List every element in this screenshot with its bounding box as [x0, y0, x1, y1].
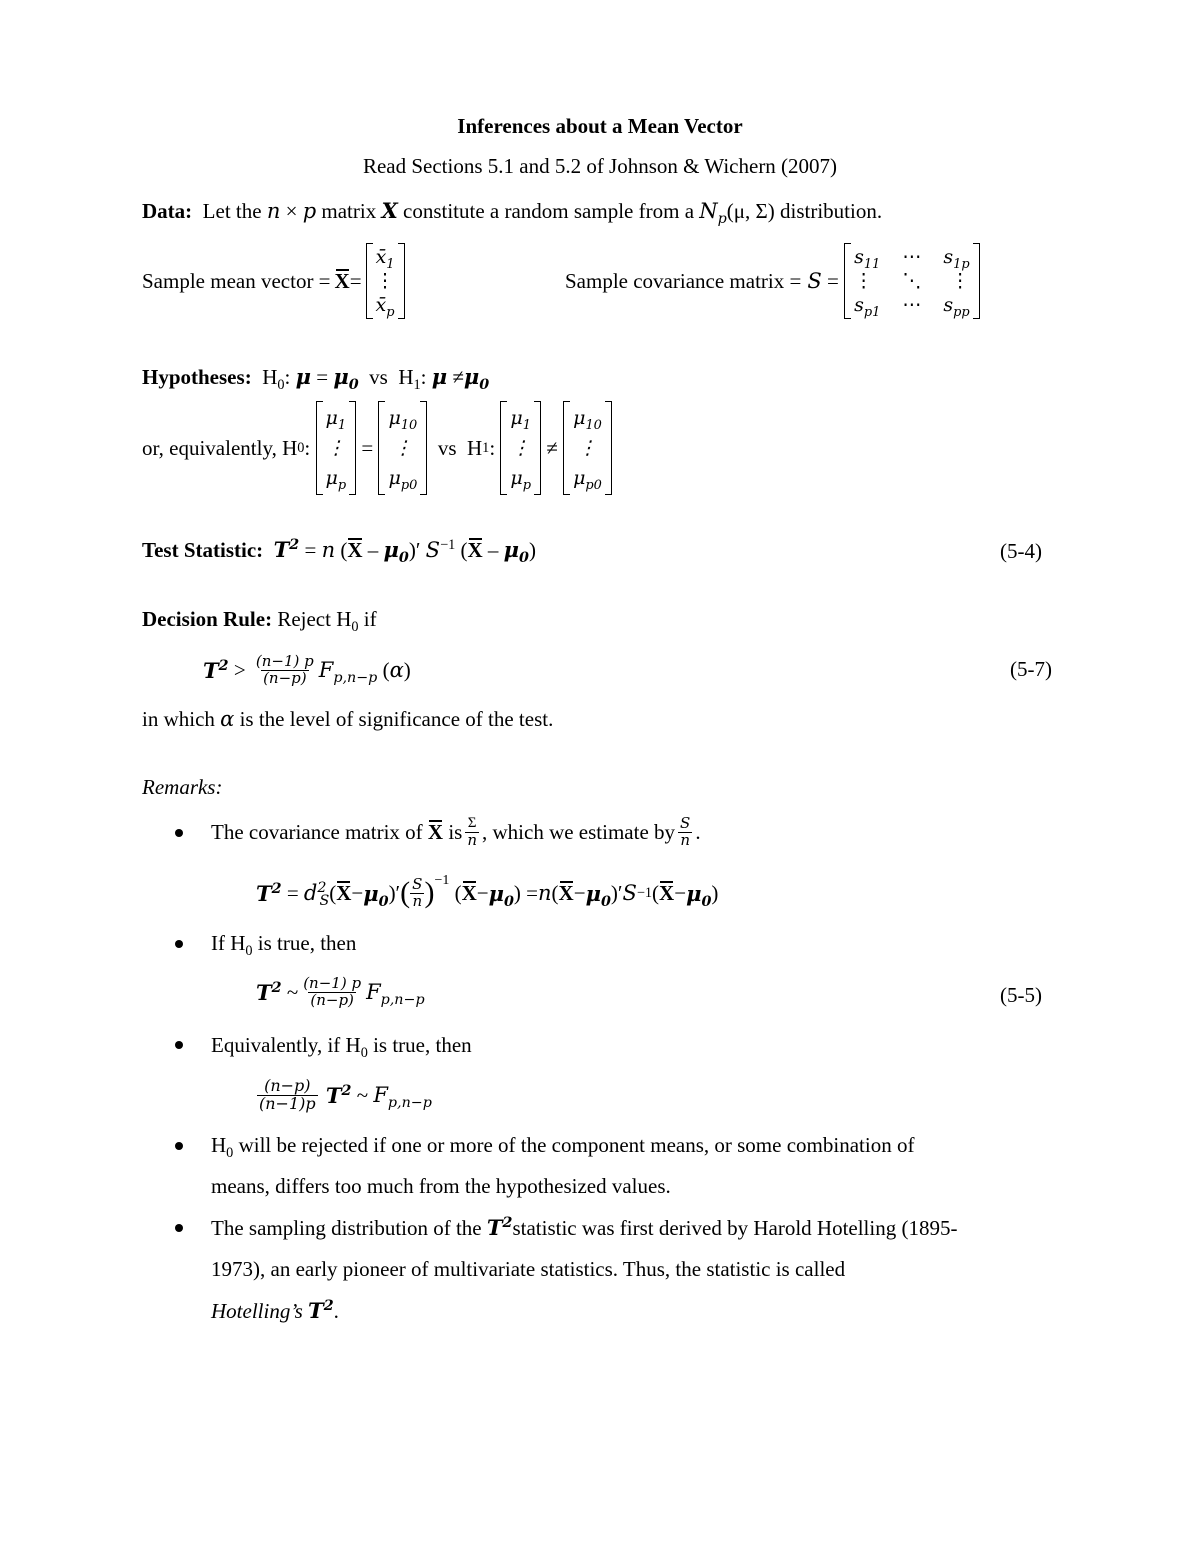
- alpha-description-text: is the level of significance of the test.: [239, 707, 554, 731]
- data-text-4: distribution.: [780, 199, 883, 223]
- remark-item: Hotelling’s $T^2$.: [211, 1298, 339, 1323]
- hypotheses-label: Hypotheses: [142, 365, 245, 389]
- remark-text: The sampling distribution of the: [211, 1216, 482, 1240]
- remark-text: If H: [211, 931, 246, 955]
- remark-text: will be rejected if one or more of the component means, or some combination of: [238, 1133, 915, 1157]
- remark-item: Equivalently, if $H_0$ is true, then: [211, 1033, 472, 1062]
- remark-text: 1973), an early pioneer of multivariate statistics. Thus, the statistic is called: [211, 1257, 846, 1281]
- equation-number: (5-7): [1010, 657, 1052, 681]
- cov-cell: $s_{11}$: [854, 246, 881, 272]
- sample-mean-vector: Sample mean vector = X = $x̄_1$ ⋮ $x̄_p$: [142, 243, 405, 319]
- sample-covariance-matrix: Sample covariance matrix = S = $s_{11}$ ⋯ $s_{1p}$ ⋮ ⋱ ⋮ $s_{p1}$ ⋯ $s_{pp}$: [565, 243, 980, 319]
- bullet-icon: [175, 1041, 183, 1049]
- decision-rule: Decision Rule: Reject $H_0$ if: [142, 607, 377, 636]
- bullet-icon: [175, 1224, 183, 1232]
- remark-text: is true, then: [257, 931, 357, 955]
- hypotheses-line: Hypotheses: $H_0$: $\mu = \mu_0$ vs $H_1$: $\mu \ne\mu_0$: [142, 364, 490, 394]
- remark-text: , which we estimate by: [482, 819, 676, 844]
- data-text-1: Let the: [202, 199, 262, 223]
- remark-item: $H_0$ will be rejected if one or more of the component means, or some combination of: [211, 1133, 915, 1162]
- remark-text: is true, then: [373, 1033, 472, 1057]
- decision-rule-label: Decision Rule: [142, 607, 266, 631]
- bullet-icon: [175, 940, 183, 948]
- cov-cell: $s_{pp}$: [943, 294, 970, 320]
- remark-text: The covariance matrix of: [211, 819, 423, 844]
- remarks-heading: Remarks:: [142, 775, 223, 799]
- page-title: Inferences about a Mean Vector: [457, 114, 743, 138]
- vs-text: vs: [369, 365, 388, 389]
- cov-cell: ⋱: [902, 270, 922, 292]
- t2-identity-formula: $T^2$ = $d^2_S$ ( X − $\mu_0$ )′ ( $\frac{S}{n}$ ) $^{-1}$ ( X − $\mu_0$ ) = n ( X − $\mu_0$ )′ S −1 ( X − $\mu_0$ ): [256, 873, 719, 910]
- test-statistic-label: Test Statistic: [142, 538, 257, 562]
- cov-cell: ⋮: [854, 270, 874, 292]
- decision-rule-formula: $T^2$ > $\frac{(n-1) p}{(n-p)}$ $F_{p,n-p}$ ( α ): [203, 651, 411, 687]
- decision-rule-text: Reject H: [277, 607, 352, 631]
- equiv-text: or, equivalently,: [142, 435, 277, 460]
- data-text-2: matrix: [321, 199, 377, 223]
- remark-text: is: [448, 819, 463, 844]
- page-subtitle: Read Sections 5.1 and 5.2 of Johnson & Wichern (2007): [362, 154, 838, 178]
- cov-cell: ⋮: [950, 270, 970, 292]
- data-label: Data: [142, 199, 186, 223]
- bullet-icon: [175, 1142, 183, 1150]
- remark-item: The sampling distribution of the $T^2statistic$ was first derived by Harold Hotelling (1895-: [211, 1215, 958, 1240]
- bullet-icon: [175, 829, 183, 837]
- mean-cell: ⋮: [375, 270, 395, 292]
- data-statement: Data: Let the n × p matrix X constitute a random sample from a $N_p(\mu$, Σ) distribution.: [142, 198, 883, 228]
- remarks-label: Remarks: [142, 775, 216, 799]
- remark-text: statistic was first derived by Harold Hotelling (1895-: [512, 1216, 958, 1240]
- remark-item: The covariance matrix of X is $\frac{\Sigma}{n}$ , which we estimate by $\frac{S}{n}$ .: [211, 813, 701, 849]
- equivalent-hypotheses: or, equivalently, H 0 : $\mu_1$ ⋮ $\mu_p$ = $\mu_{10}$ ⋮ $\mu_{p0}$ vs H 1 : $\mu_1$ ⋮ $\mu_p$ ≠ $\mu_{10}$ ⋮ $\mu_{p0}$: [142, 402, 612, 494]
- remark-item: If $H_0$ is true, then: [211, 931, 357, 960]
- alpha-description: in which α is the level of significance of the test.: [142, 707, 554, 731]
- test-statistic: Test Statistic: $T^2 = n$ $(X - \mu_0)'$ $S^{-1}$ $(X - \mu_0)$: [142, 537, 536, 567]
- cov-cell: ⋯: [902, 246, 922, 268]
- equation-number: (5-4): [1000, 539, 1042, 563]
- mean-label: Sample mean vector =: [142, 268, 331, 293]
- mean-cell: $x̄_1$: [375, 246, 395, 272]
- vs-text: vs: [437, 435, 457, 460]
- t2-distribution-formula: $T^2$ ~ $\frac{(n-1) p}{(n-p)}$ $F_{p,n-p}$: [256, 973, 425, 1009]
- cov-cell: ⋯: [902, 294, 922, 316]
- mean-cell: $x̄_p$: [375, 294, 395, 320]
- remark-text: means, differs too much from the hypothesized values.: [211, 1174, 671, 1198]
- scaled-t2-formula: $\frac{(n-p)}{(n-1)p}$ $T^2$ ~ $F_{p,n-p}$: [259, 1075, 432, 1113]
- cov-cell: $s_{1p}$: [943, 246, 970, 272]
- decision-rule-if: if: [363, 607, 377, 631]
- cov-label: Sample covariance matrix =: [565, 268, 802, 293]
- data-text-3: constitute a random sample from a: [403, 199, 695, 223]
- hotelling-label: Hotelling’s: [211, 1299, 303, 1323]
- equation-number: (5-5): [1000, 983, 1042, 1007]
- remark-text: Equivalently, if H: [211, 1033, 361, 1057]
- cov-cell: $s_{p1}$: [854, 294, 881, 320]
